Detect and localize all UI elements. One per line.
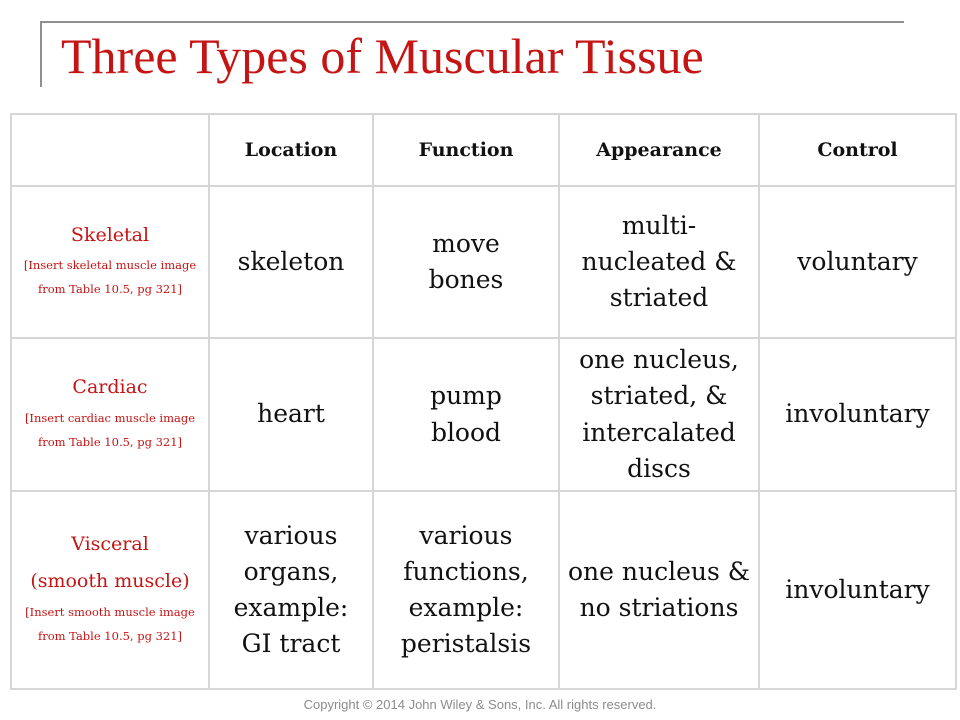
- header-cell-location: Location: [209, 114, 373, 186]
- image-placeholder-note: [Insert cardiac muscle image from Table 10.5, pg 321]: [24, 410, 196, 449]
- function-text: move bones: [428, 228, 504, 294]
- appearance-text: multi-nucleated & striated: [581, 210, 737, 313]
- title-frame-top-line: [40, 21, 904, 23]
- appearance-cell: [559, 338, 759, 491]
- location-text: heart: [257, 399, 325, 429]
- control-cell: [759, 338, 956, 491]
- function-cell: [373, 491, 559, 689]
- table-row-skeletal: [11, 186, 956, 338]
- type-name: Cardiac: [72, 376, 148, 399]
- location-cell: [209, 186, 373, 338]
- image-placeholder-note: [Insert skeletal muscle image from Table 10.5, pg 321]: [23, 258, 197, 297]
- appearance-cell: [559, 491, 759, 689]
- title-frame-left-line: [40, 21, 42, 87]
- function-cell: [373, 186, 559, 338]
- appearance-text: one nucleus & no striations: [567, 556, 751, 622]
- type-name: Visceral: [71, 533, 149, 556]
- control-text: involuntary: [785, 574, 930, 604]
- type-cell-cardiac: [11, 338, 209, 491]
- location-cell: [209, 338, 373, 491]
- location-text: various organs, example: GI tract: [233, 520, 349, 659]
- location-cell: [209, 491, 373, 689]
- type-cell-skeletal: [11, 186, 209, 338]
- appearance-cell: [559, 186, 759, 338]
- type-cell-visceral: [11, 491, 209, 689]
- header-cell-function: Function: [373, 114, 559, 186]
- image-placeholder-note: [Insert smooth muscle image from Table 10.5, pg 321]: [25, 604, 195, 643]
- type-name: Skeletal: [70, 223, 150, 246]
- header-cell-appearance: Appearance: [559, 114, 759, 186]
- table-row-cardiac: [11, 338, 956, 491]
- control-cell: [759, 491, 956, 689]
- function-cell: [373, 338, 559, 491]
- copyright-footer: Copyright © 2014 John Wiley & Sons, Inc. All rights reserved.: [303, 697, 657, 712]
- function-text: various functions, example: peristalsis: [400, 520, 532, 659]
- control-text: voluntary: [797, 246, 918, 276]
- location-text: skeleton: [237, 246, 345, 276]
- header-cell-empty: [11, 114, 209, 186]
- function-text: pump blood: [430, 381, 502, 447]
- muscle-tissue-table: [10, 113, 957, 690]
- table-row-visceral: [11, 491, 956, 689]
- appearance-text: one nucleus, striated, & intercalated discs: [579, 345, 739, 483]
- control-cell: [759, 186, 956, 338]
- control-text: involuntary: [785, 399, 930, 429]
- type-subtitle: (smooth muscle): [30, 569, 190, 592]
- header-cell-control: Control: [759, 114, 956, 186]
- slide-title: Three Types of Muscular Tissue: [61, 28, 704, 84]
- table-header-row: [11, 114, 956, 186]
